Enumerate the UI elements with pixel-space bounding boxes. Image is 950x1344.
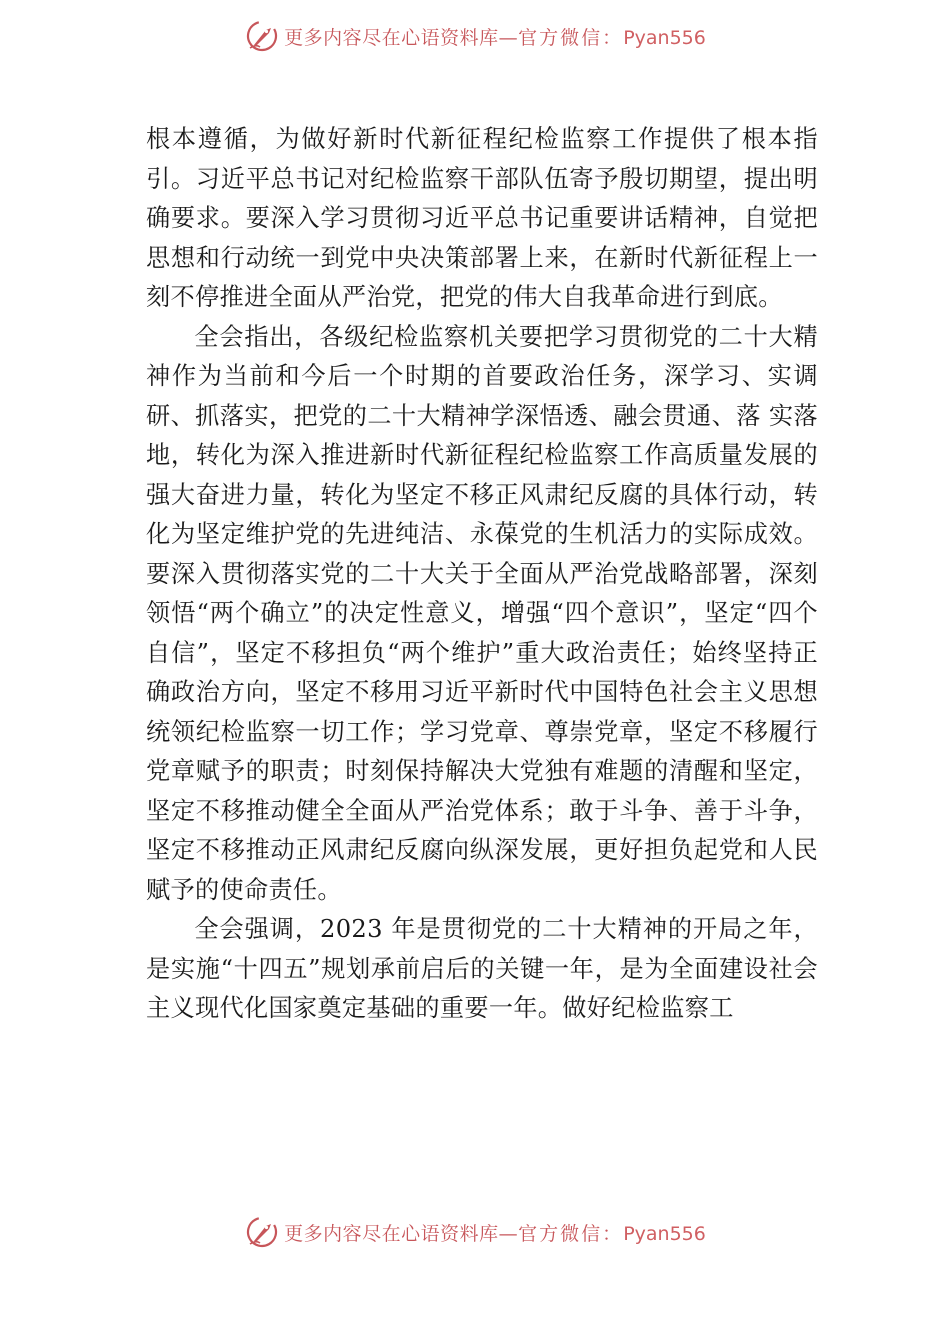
pen-nib-logo-icon (244, 1214, 280, 1250)
footer-site-text: 更多内容尽在心语资料库 (284, 1222, 499, 1245)
footer-wechat-id: Pyan556 (623, 1222, 706, 1245)
footer-wechat-label: 官方微信： (518, 1222, 624, 1245)
body-paragraph-3: 全会强调，2023 年是贯彻党的二十大精神的开局之年，是实施“十四五”规划承前启后的关键一年，是为全面建设社会主义现代化国家奠定基础的重要一年。做好纪检监察工 (146, 915, 818, 1022)
document-body (146, 120, 818, 1029)
header-wechat-id: Pyan556 (623, 26, 706, 49)
header-wechat-label: 官方微信： (518, 26, 624, 49)
footer-banner (0, 1210, 950, 1254)
header-banner-text (284, 23, 706, 50)
pen-nib-logo-icon (244, 18, 280, 54)
footer-banner-text (284, 1219, 706, 1246)
header-banner (0, 14, 950, 58)
body-paragraph-2: 全会指出，各级纪检监察机关要把学习贯彻党的二十大精神作为当前和今后一个时期的首要政治任务，深学习、实调研、抓落实，把党的二十大精神学深悟透、融会贯通、落 实落地，转化为深入推进新时代新征程纪检监察工作高质量发展的强大奋进力量，转化为坚定不移正风肃纪反腐的具体行动，转化为坚定维护党的先进纯洁、永葆党的生机活力的实际成效。要深入贯彻落实党的二十大关于全面从严治党战略部署，深刻领悟“两个确立”的决定性意义，增强“四个意识”，坚定“四个自信”，坚定不移担负“两个维护”重大政治责任；始终坚持正确政治方向，坚定不移用习近平新时代中国特色社会主义思想统领纪检监察一切工作；学习党章、尊崇党章，坚定不移履行党章赋予的职责；时刻保持解决大党独有难题的清醒和坚定，坚定不移推动健全全面从严治党体系；敢于斗争、善于斗争，坚定不移推动正风肃纪反腐向纵深发展，更好担负起党和人民赋予的使命责任。 (146, 322, 818, 904)
header-site-text: 更多内容尽在心语资料库 (284, 26, 499, 49)
body-paragraph-1: 根本遵循，为做好新时代新征程纪检监察工作提供了根本指引。习近平总书记对纪检监察干部队伍寄予殷切期望，提出明确要求。要深入学习贯彻习近平总书记重要讲话精神，自觉把思想和行动统一到党中央决策部署上来，在新时代新征程上一刻不停推进全面从严治党，把党的伟大自我革命进行到底。 (146, 125, 818, 311)
header-separator: — (498, 26, 519, 49)
footer-separator: — (498, 1222, 519, 1245)
